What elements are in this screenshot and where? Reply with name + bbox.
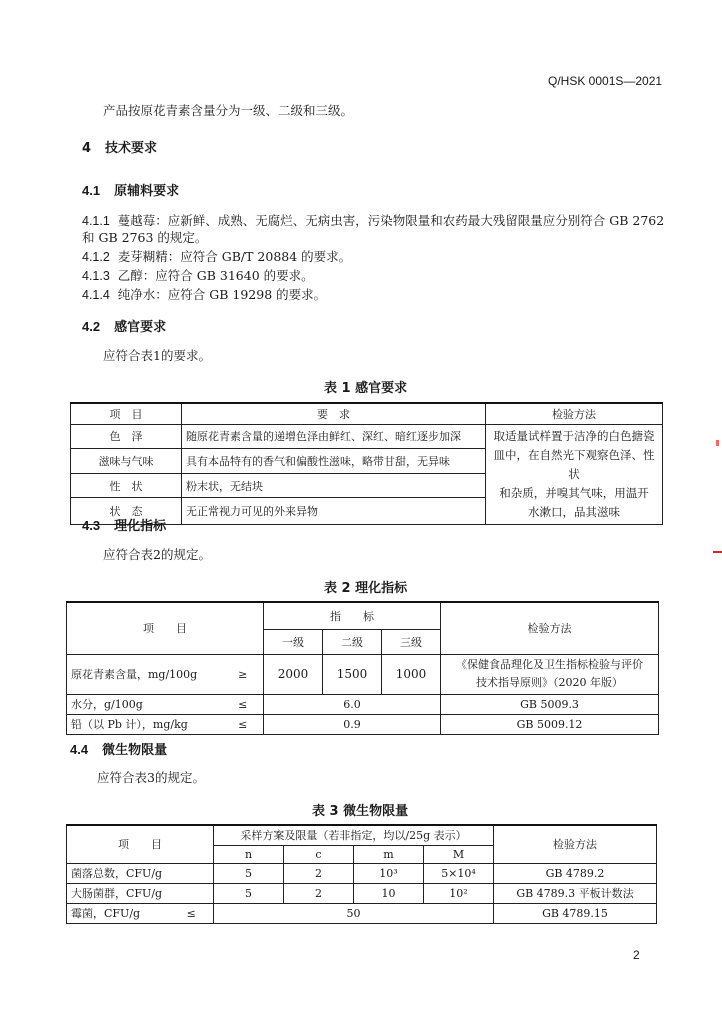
scan-mark [716, 440, 719, 446]
item-4-1-3: 4.1.3 乙醇：应符合 GB 31640 的要求。 [82, 268, 314, 283]
t3-col-c: c [284, 845, 354, 863]
table-2-caption: 表 2 理化指标 [324, 581, 408, 596]
t3-method: GB 4789.3 平板计数法 [494, 883, 657, 903]
t1-item: 状 态 [71, 498, 182, 524]
t3-value: 10² [424, 883, 494, 903]
t1-header-req: 要 求 [182, 403, 486, 424]
t2-grade-3: 三级 [382, 629, 441, 654]
item-4-1-1: 4.1.1 蔓越莓：应新鲜、成熟、无腐烂、无病虫害，污染物限量和农药最大残留限量应分别符合 GB 2762 [82, 213, 665, 228]
t3-header-item: 项 目 [67, 825, 214, 863]
t2-value: 1500 [323, 654, 382, 694]
t3-header-method: 检验方法 [494, 825, 657, 863]
t2-op: ≤ [223, 714, 264, 734]
t1-item: 滋味与气味 [71, 449, 182, 474]
table-3 [66, 824, 657, 924]
section-4-2-heading: 4.2 感官要求 [82, 319, 167, 335]
t2-header-index: 指 标 [264, 602, 441, 629]
section-4-3-text: 应符合表2的规定。 [103, 547, 211, 562]
t3-op: ≤ [170, 903, 214, 923]
t3-item: 大肠菌群，CFU/g [67, 883, 214, 903]
section-4-2-text: 应符合表1的要求。 [103, 348, 211, 363]
t2-value: 0.9 [264, 714, 441, 734]
t1-method: 取适量试样置于洁净的白色搪瓷 皿中，在自然光下观察色泽、性状 和杂质，并嗅其气味，用温开 水漱口，品其滋味 [486, 424, 663, 524]
t3-method: GB 4789.15 [494, 903, 657, 923]
t2-value: 6.0 [264, 694, 441, 714]
item-4-1-2: 4.1.2 麦芽糊精：应符合 GB/T 20884 的要求。 [82, 249, 352, 264]
t3-item: 霉菌，CFU/g [67, 903, 170, 923]
t2-item: 水分，g/100g [67, 694, 223, 714]
t1-req: 无正常视力可见的外来异物 [182, 498, 486, 524]
section-4-1-heading: 4.1 原辅料要求 [82, 183, 180, 199]
t3-value: 10³ [354, 863, 424, 883]
t3-value: 5×10⁴ [424, 863, 494, 883]
table-2 [66, 601, 659, 735]
t3-value: 5 [214, 883, 284, 903]
t2-method: 《保健食品理化及卫生指标检验与评价 技术指导原则》（2020 年版） [441, 654, 659, 694]
t2-method: GB 5009.3 [441, 694, 659, 714]
t3-item: 菌落总数，CFU/g [67, 863, 214, 883]
t3-value: 2 [284, 863, 354, 883]
t3-value: 2 [284, 883, 354, 903]
t2-grade-1: 一级 [264, 629, 323, 654]
table-1 [70, 402, 663, 525]
table-3-caption: 表 3 微生物限量 [312, 804, 409, 819]
table-1-caption: 表 1 感官要求 [324, 381, 408, 396]
doc-code: Q/HSK 0001S—2021 [548, 74, 663, 88]
t2-header-item: 项 目 [67, 602, 264, 654]
t3-value: 50 [214, 903, 494, 923]
section-4-4-heading: 4.4 微生物限量 [70, 742, 168, 758]
t2-method: GB 5009.12 [441, 714, 659, 734]
item-4-1-1-cont: 和 GB 2763 的规定。 [82, 230, 208, 245]
t3-col-n: n [214, 845, 284, 863]
t3-value: 5 [214, 863, 284, 883]
t2-grade-2: 二级 [323, 629, 382, 654]
t2-item: 铅（以 Pb 计），mg/kg [67, 714, 223, 734]
t3-value: 10 [354, 883, 424, 903]
t1-item: 色 泽 [71, 424, 182, 449]
t1-item: 性 状 [71, 473, 182, 498]
t1-header-method: 检验方法 [486, 403, 663, 424]
t3-col-m: m [354, 845, 424, 863]
t1-req: 具有本品特有的香气和偏酸性滋味，略带甘甜，无异味 [182, 449, 486, 474]
item-4-1-4: 4.1.4 纯净水：应符合 GB 19298 的要求。 [82, 287, 327, 302]
page-number: 2 [633, 948, 640, 962]
t2-op: ≥ [223, 654, 264, 694]
t1-req: 随原花青素含量的递增色泽由鲜红、深红、暗红逐步加深 [182, 424, 486, 449]
section-4-heading: 4 技术要求 [82, 141, 158, 156]
t2-header-method: 检验方法 [441, 602, 659, 654]
t3-col-M: M [424, 845, 494, 863]
t1-req: 粉末状，无结块 [182, 473, 486, 498]
t3-header-plan: 采样方案及限量（若非指定，均以/25g 表示） [214, 825, 494, 845]
t2-op: ≤ [223, 694, 264, 714]
scan-mark [713, 551, 722, 553]
intro-text: 产品按原花青素含量分为一级、二级和三级。 [103, 103, 354, 118]
t1-header-item: 项 目 [71, 403, 182, 424]
section-4-3-heading: 4.3 理化指标 [82, 518, 167, 534]
section-4-4-text: 应符合表3的规定。 [97, 770, 205, 785]
t2-value: 2000 [264, 654, 323, 694]
t3-method: GB 4789.2 [494, 863, 657, 883]
t2-value: 1000 [382, 654, 441, 694]
t2-item: 原花青素含量，mg/100g [67, 654, 223, 694]
